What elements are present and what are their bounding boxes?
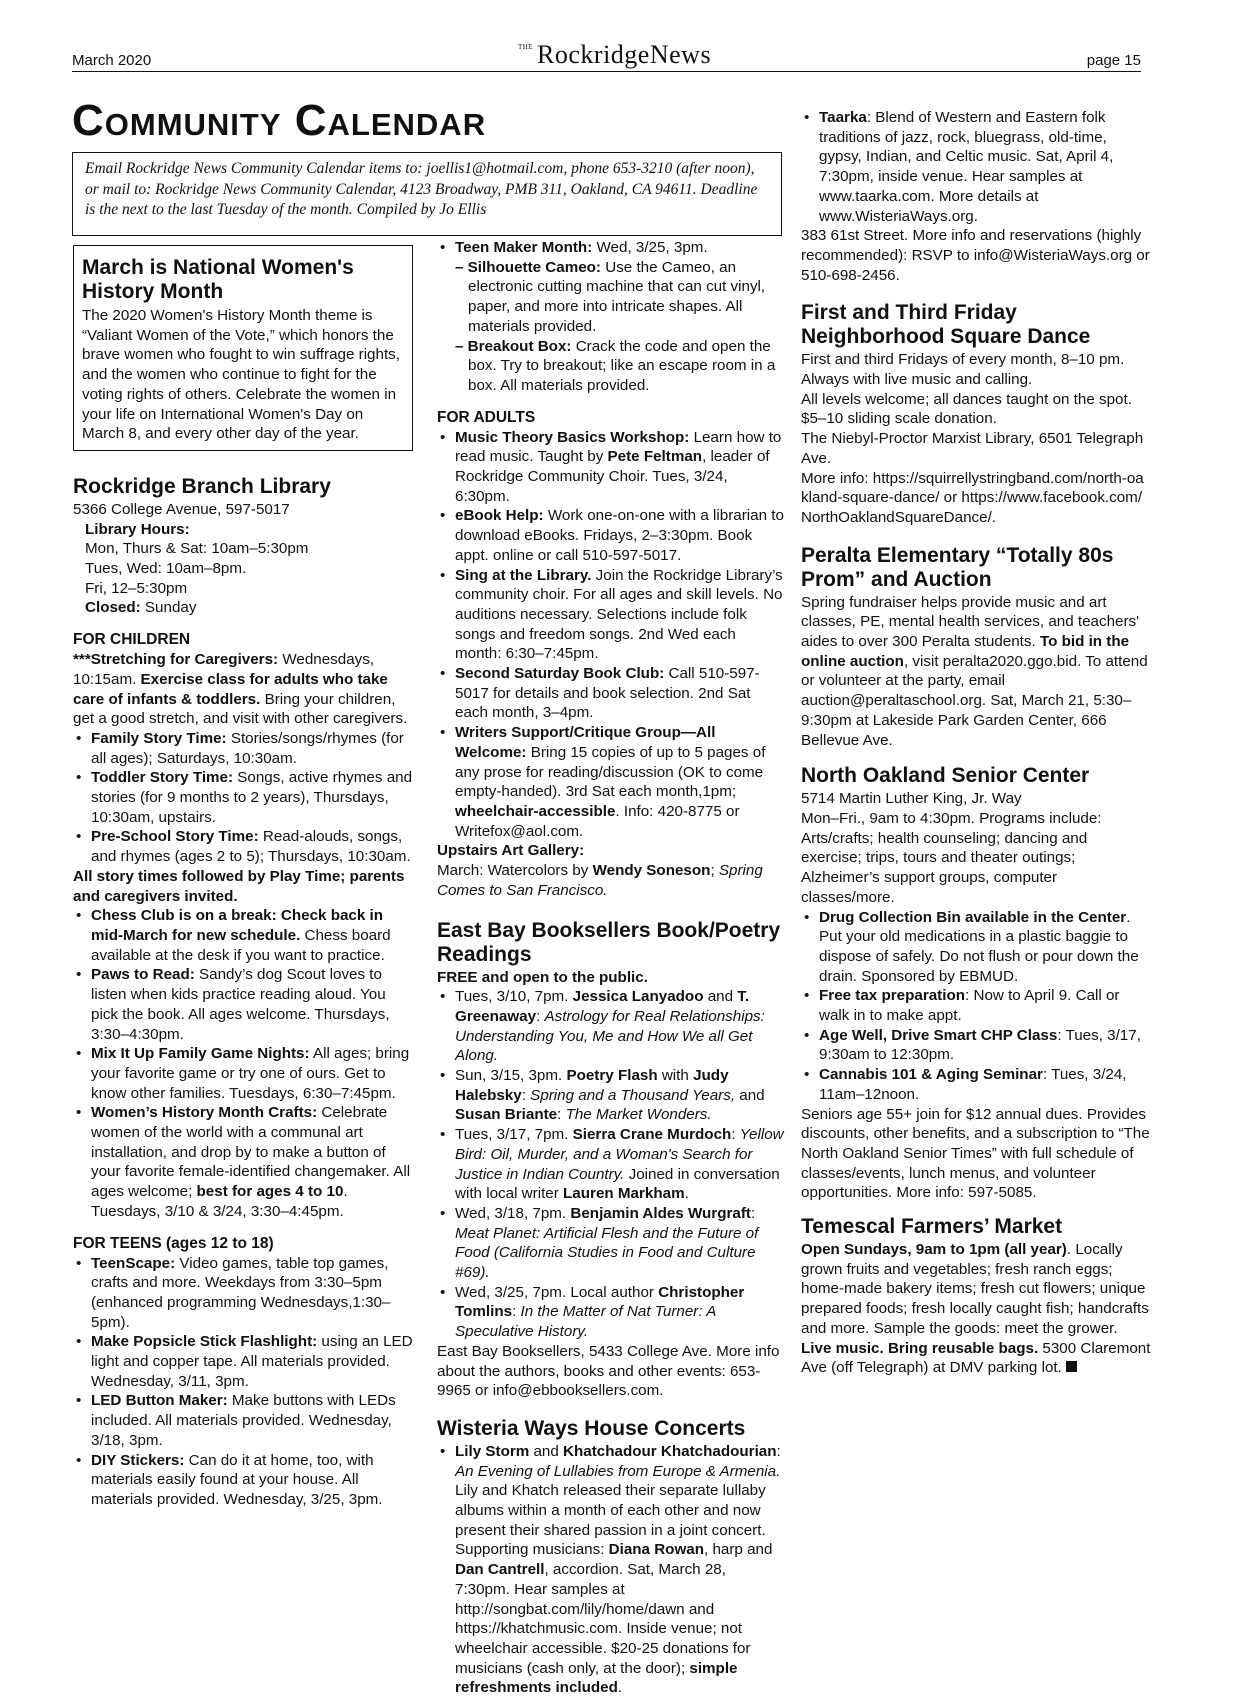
- library-heading: Rockridge Branch Library: [73, 474, 331, 498]
- booksellers-free: FREE and open to the public.: [437, 968, 648, 986]
- list-item: • Taarka: Blend of Western and Eastern folk traditions of jazz, rock, bluegrass, old-time, gypsy, Indian, and Celtic music. Sat, April 4, 7:30pm, inside venue. Hear samples at www.taarka.com. More details at www.WisteriaWays.org.: [801, 108, 1151, 226]
- square-dance-text: More info: https://squirrellystringband.com/north-oakland-square-dance/ or https://www.facebook.com/NorthOaklandSquareDance/.: [801, 469, 1144, 526]
- senior-heading: North Oakland Senior Center: [801, 764, 1090, 788]
- womens-history-heading: March is National Women's History Month: [82, 256, 354, 303]
- list-item: • Pre-School Story Time: Read-alouds, songs, and rhymes (ages 2 to 5); Thursdays, 10:30am.: [73, 827, 413, 866]
- children-heading: FOR CHILDREN: [73, 631, 191, 649]
- list-item: • DIY Stickers: Can do it at home, too, with materials easily found at your house. All materials provided. Wednesday, 3/25, 3pm.: [73, 1451, 413, 1510]
- farmers-heading: Temescal Farmers’ Market: [801, 1215, 1063, 1239]
- list-item: – Breakout Box: Crack the code and open the box. Try to breakout; like an escape room in a box. All materials provided.: [455, 337, 776, 394]
- womens-history-body: The 2020 Women's History Month theme is “Valiant Women of the Vote,” which honors the brave women who fought to win suffrage rights, and the women who continue to fight for the voting rights of others. Celebrate the women in your life on International Women's Day on March 8, and every other day of the year.: [82, 307, 400, 443]
- library-hours: [73, 520, 413, 619]
- children-list-2: [73, 906, 413, 1221]
- list-item: • Teen Maker Month: Wed, 3/25, 3pm.: [437, 238, 785, 258]
- list-item: • Drug Collection Bin available in the Center. Put your old medications in a plastic baggie to dispose of safely. Do not flush or pour down the drain. Sponsored by EBMUD.: [801, 908, 1151, 987]
- end-mark-icon: [1066, 1361, 1077, 1372]
- children-list: [73, 729, 413, 867]
- list-item: • Cannabis 101 & Aging Seminar: Tues, 3/24, 11am–12noon.: [801, 1065, 1151, 1104]
- list-item: • eBook Help: Work one-on-one with a librarian to download eBooks. Fridays, 2–3:30pm. Book appt. online or call 510-597-5017.: [437, 506, 785, 565]
- list-item: – Silhouette Cameo: Use the Cameo, an electronic cutting machine that can cut vinyl, paper, and more into intricate shapes. All materials provided.: [455, 258, 766, 335]
- submission-notice: Email Rockridge News Community Calendar items to: joellis1@hotmail.com, phone 653-3210 (after noon), or mail to: Rockridge News Community Calendar, 4123 Broadway, PMB 311, Oakland, CA 94611. Deadline is the next to the last Tuesday of the month. Compiled by Jo Ellis: [72, 152, 782, 236]
- senior-intro: Mon–Fri., 9am to 4:30pm. Programs include: Arts/crafts; health counseling; dancing and exercise; trips, tours and theater outings; Alzheimer’s support groups, computer classes/more.: [801, 809, 1102, 906]
- list-item: • Wed, 3/25, 7pm. Local author Christopher Tomlins: In the Matter of Nat Turner: A Speculative History.: [437, 1283, 785, 1342]
- column-3: [801, 108, 1151, 1378]
- teens-heading: FOR TEENS (ages 12 to 18): [73, 1234, 274, 1252]
- list-item: • Make Popsicle Stick Flashlight: using an LED light and copper tape. All materials provided. Wednesday, 3/11, 3pm.: [73, 1332, 413, 1391]
- list-item: • Music Theory Basics Workshop: Learn how to read music. Taught by Pete Feltman, leader of Rockridge Community Choir. Tues, 3/24, 6:30pm.: [437, 428, 785, 507]
- list-item: • Second Saturday Book Club: Call 510-597-5017 for details and book selection. 2nd Sat each month, 3–4pm.: [437, 664, 785, 723]
- list-item: • Sun, 3/15, 3pm. Poetry Flash with Judy Halebsky: Spring and a Thousand Years, and Susan Briante: The Market Wonders.: [437, 1066, 785, 1125]
- list-item: • Family Story Time: Stories/songs/rhymes (for all ages); Saturdays, 10:30am.: [73, 729, 413, 768]
- list-item: • Chess Club is on a break: Check back in mid-March for new schedule. Chess board available at the desk if you want to practice.: [73, 906, 413, 965]
- page-number: page 15: [1086, 52, 1141, 69]
- square-dance-heading: First and Third Friday Neighborhood Square Dance: [801, 301, 1091, 349]
- maker-subitems: [437, 258, 785, 396]
- booksellers-footer: East Bay Booksellers, 5433 College Ave. More info about the authors, books and other events: 653-9965 or info@ebbooksellers.com.: [437, 1342, 780, 1400]
- masthead-the: THE: [517, 43, 534, 51]
- farmers-text: Open Sundays, 9am to 1pm (all year). Locally grown fruits and vegetables; fresh ranch eggs; home-made bakery items; fresh cut flowers; unique prepared foods; fresh locally caught fish; handcrafts and more. Sample the goods: meet the grower. Live music. Bring reusable bags. 5300 Claremont Ave (off Telegraph) at DMV parking lot.: [801, 1241, 1151, 1377]
- senior-address: 5714 Martin Luther King, Jr. Way: [801, 790, 1022, 808]
- masthead-name: RockridgeNews: [537, 40, 712, 69]
- hours-line: Mon, Thurs & Sat: 10am–5:30pm: [85, 540, 309, 558]
- list-item: • Toddler Story Time: Songs, active rhymes and stories (for 9 months to 2 years), Thursdays, 10:30am, upstairs.: [73, 768, 413, 827]
- column-1: [73, 245, 413, 1510]
- list-item: • LED Button Maker: Make buttons with LEDs included. All materials provided. Wednesday, 3/18, 3pm.: [73, 1391, 413, 1450]
- wisteria-list-part1: [437, 1442, 785, 1698]
- peralta-text: Spring fundraiser helps provide music and art classes, PE, mental health services, and teachers' aides to over 300 Peralta students. To bid in the online auction, visit peralta2020.ggo.bid. To attend or volunteer at the party, email auction@peraltaschool.org. Sat, March 21, 5:30–9:30pm at Lakeside Park Garden Center, 666 Bellevue Ave.: [801, 593, 1148, 749]
- adults-heading: FOR ADULTS: [437, 408, 536, 426]
- page-title: Community Calendar: [72, 96, 487, 145]
- hours-label: Library Hours:: [85, 520, 190, 538]
- gallery-heading: Upstairs Art Gallery:: [437, 842, 585, 860]
- hours-line: Fri, 12–5:30pm: [85, 579, 188, 597]
- wisteria-footer: 383 61st Street. More info and reservations (highly recommended): RSVP to info@WisteriaWays.org or 510-698-2456.: [801, 227, 1150, 284]
- list-item: • Wed, 3/18, 7pm. Benjamin Aldes Wurgraft: Meat Planet: Artificial Flesh and the Future of Food (California Studies in Food and Culture #69).: [437, 1204, 785, 1283]
- square-dance-text: First and third Fridays of every month, 8–10 pm. Always with live music and calling.: [801, 351, 1125, 389]
- issue-date: March 2020: [72, 52, 152, 69]
- teen-maker-list: [437, 238, 785, 258]
- list-item: • TeenScape: Video games, table top games, crafts and more. Weekdays from 3:30–5pm (enhanced programming Wednesdays,1:30–5pm).: [73, 1254, 413, 1333]
- booksellers-heading: East Bay Booksellers Book/Poetry Readings: [437, 918, 781, 966]
- stretching-item: ***Stretching for Caregivers: Wednesdays, 10:15am. Exercise class for adults who take care of infants & toddlers. Bring your children, get a good stretch, and visit with other caregivers.: [73, 651, 408, 728]
- header-rule: [72, 71, 1141, 72]
- list-item: • Free tax preparation: Now to April 9. Call or walk in to make appt.: [801, 986, 1151, 1025]
- closed-value: Sunday: [140, 599, 197, 617]
- square-dance-text: All levels welcome; all dances taught on the spot. $5–10 sliding scale donation.: [801, 390, 1132, 428]
- list-item: • Women’s History Month Crafts: Celebrate women of the world with a communal art installation, and drop by to make a button of your favorite female-identified changemaker. All ages welcome; best for ages 4 to 10. Tuesdays, 3/10 & 3/24, 3:30–4:45pm.: [73, 1103, 413, 1221]
- hours-line: Tues, Wed: 10am–8pm.: [85, 560, 247, 578]
- senior-footer: Seniors age 55+ join for $12 annual dues. Provides discounts, other benefits, and a subscription to “The North Oakland Senior Times” with full schedule of classes/events, lunch menus, and volunteer opportunities. More info: 597-5085.: [801, 1105, 1150, 1202]
- library-address: 5366 College Avenue, 597-5017: [73, 500, 290, 518]
- list-item: • Tues, 3/17, 7pm. Sierra Crane Murdoch: Yellow Bird: Oil, Murder, and a Woman's Search for Justice in Indian Country. Joined in conversation with local writer Lauren Markham.: [437, 1125, 785, 1204]
- senior-list: [801, 908, 1151, 1105]
- closed-label: Closed:: [85, 599, 141, 617]
- list-item: • Tues, 3/10, 7pm. Jessica Lanyadoo and T. Greenaway: Astrology for Real Relationships: Understanding You, Me and How We all Get Along.: [437, 987, 785, 1066]
- list-item: • Sing at the Library. Join the Rockridge Library’s community choir. For all ages and skill levels. No auditions necessary. Selections include folk songs and freedom songs. 2nd Wed each month: 6:30–7:45pm.: [437, 566, 785, 665]
- list-item: • Paws to Read: Sandy’s dog Scout loves to listen when kids practice reading aloud. You pick the book. All ages welcome. Thursdays, 3:30–4:30pm.: [73, 965, 413, 1044]
- list-item: • Mix It Up Family Game Nights: All ages; bring your favorite game or try one of ours. Get to know other families. Tuesdays, 6:30–7:45pm.: [73, 1044, 413, 1103]
- peralta-heading: Peralta Elementary “Totally 80s Prom” and Auction: [801, 543, 1114, 591]
- column-2: [437, 238, 785, 1698]
- masthead: [0, 40, 1233, 70]
- wisteria-list-part2: [801, 108, 1151, 226]
- wisteria-heading: Wisteria Ways House Concerts: [437, 1416, 746, 1440]
- list-item: • Age Well, Drive Smart CHP Class: Tues, 3/17, 9:30am to 12:30pm.: [801, 1026, 1151, 1065]
- list-item: • Lily Storm and Khatchadour Khatchadourian: An Evening of Lullabies from Europe & Armenia. Lily and Khatch released their separate lullaby albums within a month of each other and now present their shared passion in a joint concert. Supporting musicians: Diana Rowan, harp and Dan Cantrell, accordion. Sat, March 28, 7:30pm. Hear samples at http://songbat.com/lily/home/dawn and https://khatchmusic.com. Inside venue; not wheelchair accessible. $20-25 donations for musicians (cash only, at the door); simple refreshments included.: [437, 1442, 785, 1698]
- gallery-text: March: Watercolors by Wendy Soneson; Spring Comes to San Francisco.: [437, 862, 763, 899]
- booksellers-list: [437, 987, 785, 1342]
- adults-list: [437, 428, 785, 842]
- teens-list: [73, 1254, 413, 1510]
- square-dance-text: The Niebyl-Proctor Marxist Library, 6501 Telegraph Ave.: [801, 430, 1144, 467]
- playtime-note: All story times followed by Play Time; parents and caregivers invited.: [73, 867, 405, 905]
- list-item: • Writers Support/Critique Group—All Welcome: Bring 15 copies of up to 5 pages of any prose for reading/discussion (OK to come empty-handed). 3rd Sat each month,1pm; wheelchair-accessible. Info: 420-8775 or Writefox@aol.com.: [437, 723, 785, 841]
- womens-history-box: [73, 245, 413, 451]
